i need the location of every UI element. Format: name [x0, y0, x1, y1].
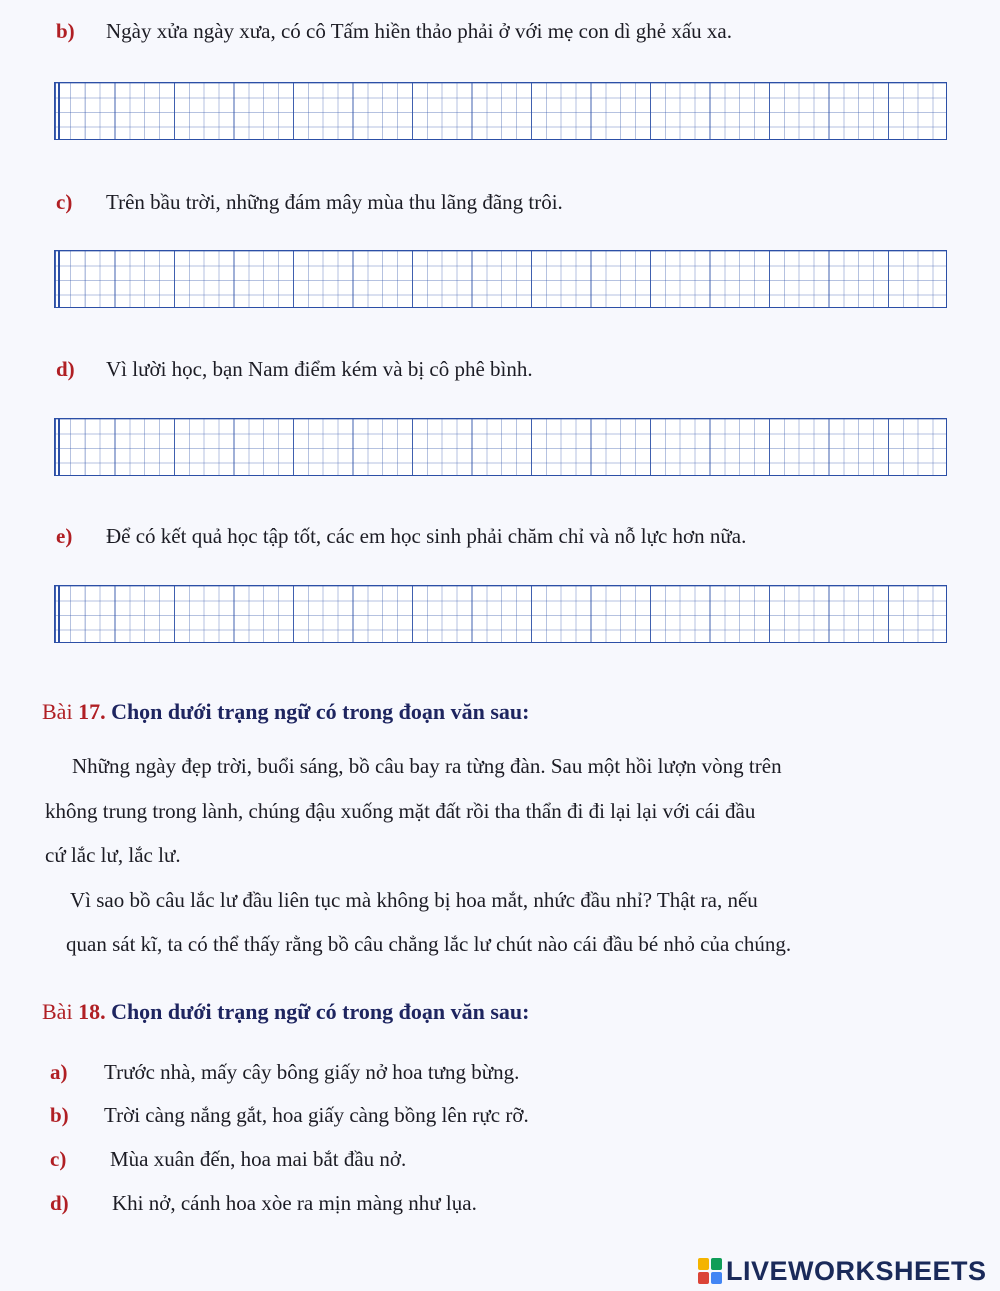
exercise-label: d): [56, 357, 75, 381]
exercise-sentence: Ngày xửa ngày xưa, có cô Tấm hiền thảo phải ở với mẹ con dì ghẻ xấu xa.: [106, 19, 732, 43]
exercise-label: c): [56, 190, 73, 214]
writing-grid-b[interactable]: [54, 82, 947, 140]
bai18-item-a: [0, 1058, 1000, 1086]
item-sentence: Mùa xuân đến, hoa mai bắt đầu nở.: [110, 1147, 407, 1171]
exercise-d: [0, 355, 1000, 383]
item-label: c): [50, 1147, 67, 1171]
exercise-sentence: Để có kết quả học tập tốt, các em học sinh phải chăm chỉ và nỗ lực hơn nữa.: [106, 524, 747, 548]
writing-grid-e[interactable]: [54, 585, 947, 643]
bai-title: Chọn dưới trạng ngữ có trong đoạn văn sau:: [111, 999, 530, 1024]
bai18-item-d: [0, 1189, 1000, 1217]
exercise-label: e): [56, 524, 73, 548]
item-label: b): [50, 1103, 69, 1127]
item-label: d): [50, 1191, 69, 1215]
logo-mark-icon: [698, 1258, 722, 1284]
bai-title: Chọn dưới trạng ngữ có trong đoạn văn sau:: [111, 699, 530, 724]
bai18-item-c: [0, 1145, 1000, 1173]
exercise-e: [0, 522, 1000, 550]
bai-number: 17.: [78, 699, 106, 724]
paragraph-line: không trung trong lành, chúng đậu xuống mặt đất rồi tha thẩn đi đi lại lại với cái đầu: [45, 799, 756, 823]
writing-grid-d[interactable]: [54, 418, 947, 476]
bai18-heading: [42, 998, 1000, 1026]
exercise-label: b): [56, 19, 75, 43]
exercise-c: [0, 188, 1000, 216]
paragraph-line: Những ngày đẹp trời, buổi sáng, bồ câu bay ra từng đàn. Sau một hồi lượn vòng trên: [72, 754, 782, 778]
bai-word: Bài: [42, 999, 73, 1024]
writing-grid-c[interactable]: [54, 250, 947, 308]
exercise-sentence: Vì lười học, bạn Nam điểm kém và bị cô phê bình.: [106, 357, 533, 381]
exercise-b: [0, 17, 1000, 45]
paragraph-line: cứ lắc lư, lắc lư.: [45, 843, 181, 867]
bai17-heading: [42, 698, 1000, 726]
item-sentence: Khi nở, cánh hoa xòe ra mịn màng như lụa.: [112, 1191, 477, 1215]
item-sentence: Trước nhà, mấy cây bông giấy nở hoa tưng bừng.: [104, 1060, 520, 1084]
paragraph-line: quan sát kĩ, ta có thể thấy rằng bồ câu chẳng lắc lư chút nào cái đầu bé nhỏ của chúng.: [66, 932, 792, 956]
liveworksheets-logo: [698, 1255, 987, 1287]
item-sentence: Trời càng nắng gắt, hoa giấy càng bồng lên rực rỡ.: [104, 1103, 529, 1127]
bai-word: Bài: [42, 699, 73, 724]
exercise-sentence: Trên bầu trời, những đám mây mùa thu lãng đãng trôi.: [106, 190, 563, 214]
bai18-item-b: [0, 1101, 1000, 1129]
item-label: a): [50, 1060, 68, 1084]
bai-number: 18.: [78, 999, 106, 1024]
logo-text: LIVEWORKSHEETS: [726, 1255, 987, 1286]
paragraph-line: Vì sao bồ câu lắc lư đầu liên tục mà không bị hoa mắt, nhức đầu nhỉ? Thật ra, nếu: [70, 888, 758, 912]
